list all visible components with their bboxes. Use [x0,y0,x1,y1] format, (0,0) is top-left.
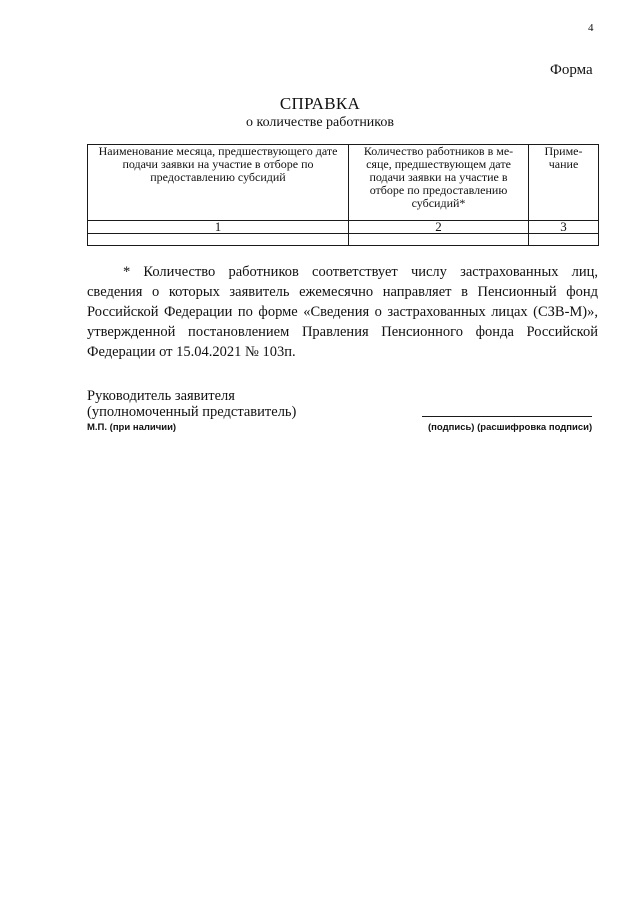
header-note: Приме-чание [529,145,599,221]
page-number: 4 [588,22,594,34]
document-title: СПРАВКА [279,94,361,113]
footnote: * Количество работников соответствует числу застрахованных лиц, сведения о которых заявитель ежемесячно направляет в Пенсионный фонд Российской Федерации по форме «Сведения о застрахованных лицах (СЗВ-М)», утвержденной постановлением Правления Пенсионного фонда Российской Федерации от 15.04.2021 № 103п. [87,264,598,360]
signature-line [422,416,592,417]
document-subtitle: о количестве работников [245,115,395,130]
table-number-row [88,221,599,234]
column-number-3: 3 [529,221,599,234]
column-number-2: 2 [349,221,529,234]
form-label: Форма [550,62,593,78]
signature-caption: (подпись) (расшифровка подписи) [428,422,593,433]
header-employee-count: Количество работников в ме-сяце, предшествующем дате подачи заявки на участие в отборе по предоставлению субсидий* [349,145,529,221]
header-month: Наименование месяца, предшествующего дате подачи заявки на участие в отборе по предоставлению субсидий [88,145,349,221]
table-cell [349,234,529,246]
signatory-title: Руководитель заявителя [87,388,235,404]
table-cell [88,234,349,246]
stamp-note: М.П. (при наличии) [87,422,177,433]
table-row [88,234,599,246]
table-header-row [88,145,599,221]
employee-count-table [87,144,599,246]
column-number-1: 1 [88,221,349,234]
table-cell [529,234,599,246]
signatory-title-note: (уполномоченный представитель) [87,404,297,420]
